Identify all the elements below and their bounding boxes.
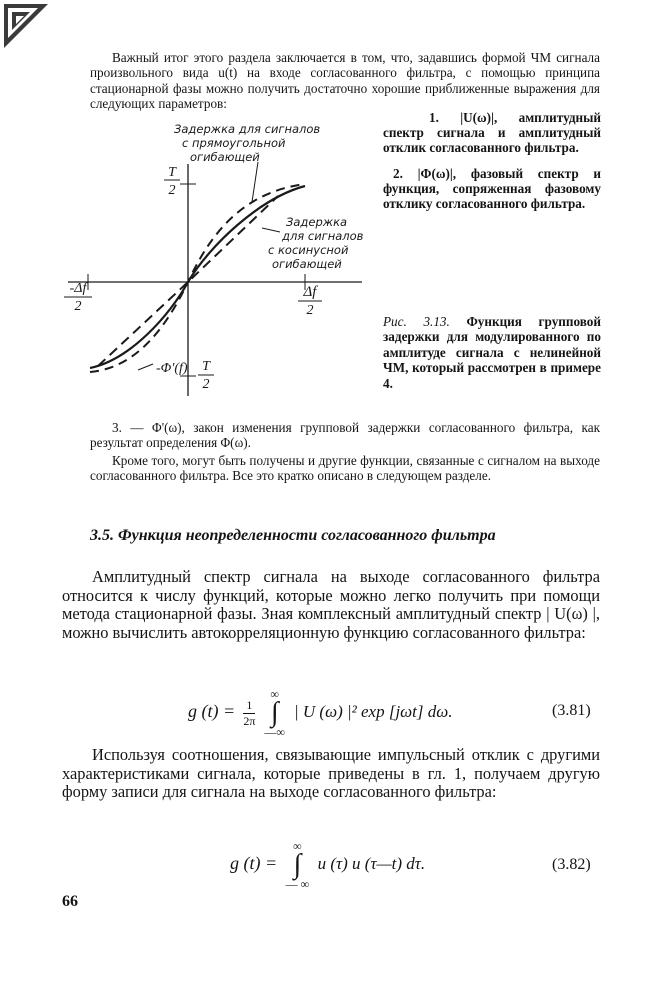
- x-right-den: 2: [306, 303, 314, 318]
- curve-label: -Φ'(f): [156, 361, 188, 376]
- y-top-num: T: [168, 165, 176, 180]
- figure-group-delay: [60, 120, 380, 410]
- corner-ornament: [4, 4, 48, 48]
- caption-text: Функция групповой задержки для модулированного по амплитуде сигнала с нелинейной ЧМ, который рассмотрен в примере 4.: [383, 314, 601, 391]
- para-other-functions: Кроме того, могут быть получены и другие функции, связанные с сигналом на выходе согласованного фильтра. Все это кратко описано в следующем разделе.: [90, 453, 600, 484]
- eq1-integral: [264, 688, 286, 738]
- label-cos-line1: Задержка: [286, 215, 348, 229]
- section-heading: 3.5. Функция неопределенности согласованного фильтра: [90, 527, 496, 544]
- eq1-frac-num: 1: [243, 698, 255, 714]
- eq1-number: (3.81): [552, 702, 591, 719]
- figure-caption: [383, 314, 601, 391]
- label-rect-line1: Задержка для сигналов: [174, 122, 321, 136]
- label-rect-line2: с прямоугольной: [182, 136, 286, 150]
- eq2-int-upper: ∞: [293, 839, 302, 853]
- eq2-body: u (τ) u (τ—t) dτ.: [317, 853, 426, 873]
- y-bottom-den: 2: [202, 377, 210, 392]
- label-cos-line2: для сигналов: [282, 229, 364, 243]
- x-left-den: 2: [74, 299, 82, 314]
- list-item-1: 1. |U(ω)|, амплитудный спектр сигнала и амплитудный отклик согласованного фильтра.: [383, 110, 601, 156]
- caption-label: Рис. 3.13.: [383, 314, 450, 329]
- eq2-number: (3.82): [552, 856, 591, 873]
- eq2-integral: [285, 840, 309, 890]
- eq1-lhs: g (t) =: [188, 700, 236, 721]
- y-top-den: 2: [168, 183, 176, 198]
- equation-3-81: [188, 688, 453, 738]
- eq1-body: | U (ω) |² exp [jωt] dω.: [293, 701, 453, 721]
- item-3: 3. — Φ'(ω), закон изменения групповой задержки согласованного фильтра, как результат определения Φ(ω).: [90, 420, 600, 451]
- eq2-lhs: g (t) =: [230, 852, 278, 873]
- eq2-int-lower: — ∞: [285, 877, 310, 891]
- label-cos-line4: огибающей: [272, 257, 342, 271]
- eq1-fraction: [243, 698, 255, 729]
- para-using-relations: Используя соотношения, связывающие импульсный отклик с другими характеристиками сигнала, которые приведены в гл. 1, получаем другую форму записи для сигнала на выходе согласованного фильтра:: [62, 745, 600, 802]
- x-left-num: -Δf: [69, 281, 87, 296]
- intro-paragraph: Важный итог этого раздела заключается в том, что, задавшись формой ЧМ сигнала произвольного вида u(t) на входе согласованного фильтра, с помощью принципа стационарной фазы можно получить достаточно хорошие приближенные выражения для следующих параметров:: [90, 50, 600, 112]
- eq1-frac-den: 2π: [243, 713, 256, 728]
- x-right-num: Δf: [303, 284, 317, 300]
- para-amplitude-spectrum: Амплитудный спектр сигнала на выходе согласованного фильтра относится к числу функций, которые можно легко получить при помощи метода стационарной фазы. Зная комплексный амплитудный спектр | U(ω) |, можно вычислить автокорреляционную функцию согласованного фильтра:: [62, 567, 600, 642]
- equation-3-82: [230, 840, 425, 890]
- label-rect-line3: огибающей: [190, 150, 260, 164]
- eq1-int-upper: ∞: [270, 687, 279, 701]
- integral-sign: ∫: [270, 697, 279, 728]
- integral-sign: ∫: [293, 849, 302, 880]
- label-cos-line3: с косинусной: [268, 243, 349, 257]
- list-item-2: 2. |Φ(ω)|, фазовый спектр и функция, сопряженная фазовому отклику согласованного фильтра.: [383, 166, 601, 212]
- curve-cosine-envelope: [90, 186, 305, 368]
- y-bottom-num: T: [202, 359, 210, 374]
- eq1-int-lower: —∞: [264, 725, 285, 739]
- page-number: 66: [62, 893, 78, 910]
